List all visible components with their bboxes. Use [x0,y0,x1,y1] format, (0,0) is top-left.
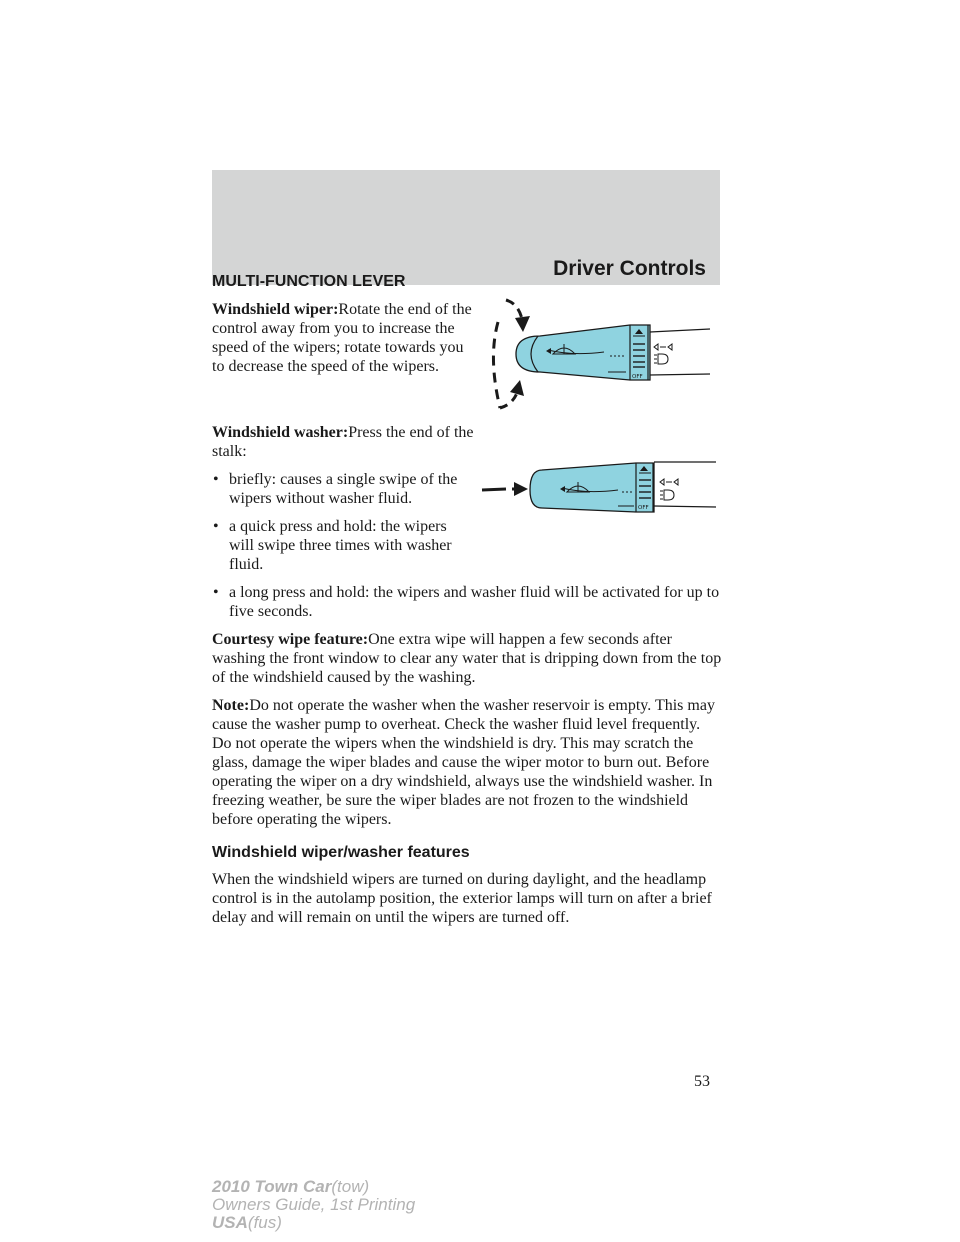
wiper-label: Windshield wiper: [212,301,339,318]
headlamp-icon [654,354,668,364]
wiper-paragraph [212,300,474,376]
rotation-arc [493,322,500,408]
courtesy-label: Courtesy wipe feature: [212,631,369,648]
courtesy-paragraph [212,630,722,687]
list-item: • briefly: causes a single swipe of the wipers without washer fluid. [212,470,474,508]
off-label: OFF [632,374,643,380]
arrow-head-icon [510,380,524,396]
washer-text: Press the end of the stalk: [212,424,474,460]
footer-model: 2010 Town Car [212,1177,332,1196]
page-number: 53 [694,1073,710,1090]
wiper-rotation-figure [480,298,715,416]
header-band [212,170,720,285]
features-paragraph: When the windshield wipers are turned on during daylight, and the headlamp control is in the autolamp position, the exterior lamps will turn on after a brief delay and will remain on until the wipers are turned off. [212,871,712,926]
headlamp-icon [660,490,674,500]
turn-signal-icon [654,344,672,350]
footer-market: USA [212,1213,248,1232]
features-heading: Windshield wiper/washer features [212,844,470,861]
section-heading: MULTI-FUNCTION LEVER [212,273,406,290]
footer-market-code: (fus) [247,1213,282,1232]
arrow-head-icon [515,316,530,332]
press-arrow-icon [514,482,528,496]
footer-edition: Owners Guide, 1st Printing [212,1195,416,1214]
off-label: OFF [638,505,649,511]
turn-signal-icon [660,479,678,485]
courtesy-text: One extra wipe will happen a few seconds after washing the front window to clear any water that is dripping down from the top of the windshield caused by the washing. [212,631,722,686]
note-text: Do not operate the washer when the washer reservoir is empty. This may cause the washer pump to overheat. Check the washer fluid level frequently. Do not operate the wipers when the windshield is dry. This may scratch the glass, damage the wiper blades and cause the wiper motor to burn out. Before operating the wiper on a dry windshield, always use the windshield washer. In freezing weather, be sure the wiper blades are not frozen to the windshield before operating the wipers. [212,697,715,828]
list-item: • a quick press and hold: the wipers will swipe three times with washer fluid. [212,517,474,574]
footer [212,1178,415,1232]
footer-model-code: (tow) [331,1177,370,1196]
washer-press-figure [478,450,718,520]
note-label: Note: [212,697,250,714]
section-title: Driver Controls [553,257,706,280]
list-item: • a long press and hold: the wipers and washer fluid will be activated for up to five seconds. [212,583,722,621]
washer-paragraph [212,423,474,461]
note-paragraph [212,696,722,829]
wiper-text: Rotate the end of the control away from you to increase the speed of the wipers; rotate towards you to decrease the speed of the wipers. [212,301,472,375]
washer-label: Windshield washer: [212,424,349,441]
